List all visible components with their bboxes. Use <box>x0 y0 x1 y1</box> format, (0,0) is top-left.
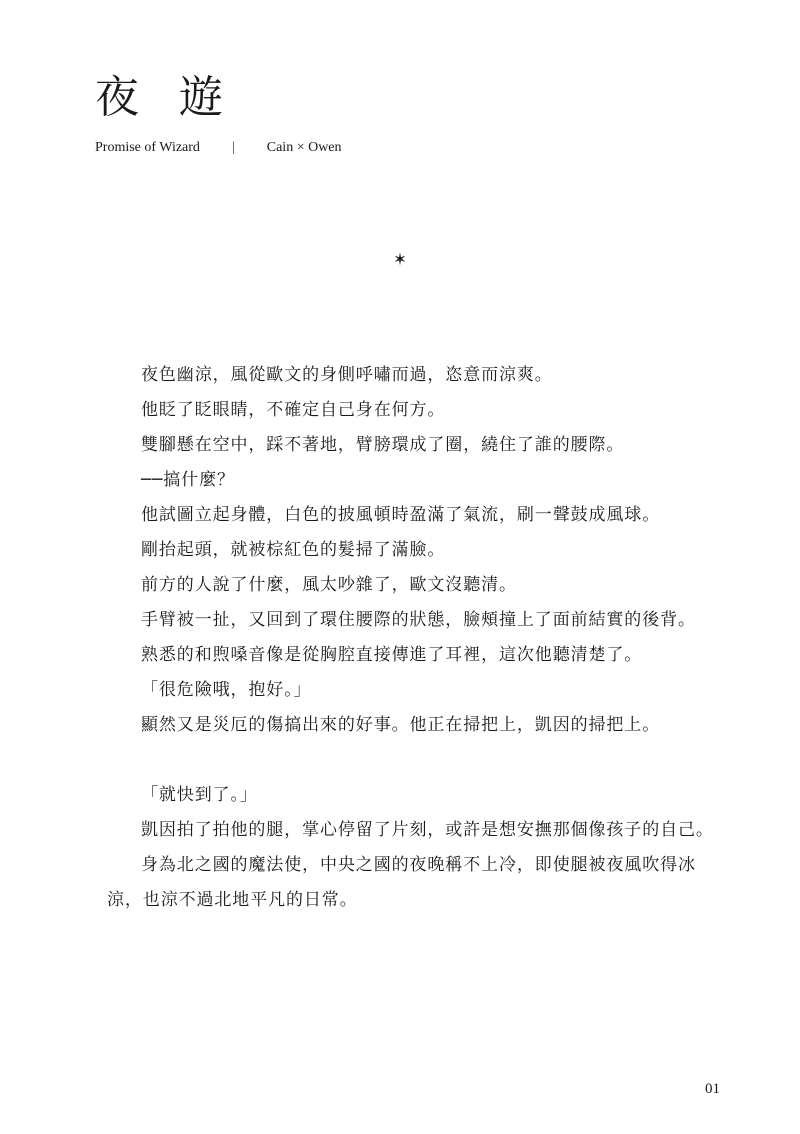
pairing-label: Cain × Owen <box>266 140 342 155</box>
blank-line <box>107 743 719 778</box>
series-name: Promise of Wizard <box>95 140 200 155</box>
paragraph: 「就快到了。」 <box>141 785 258 805</box>
paragraph: 凱因拍了拍他的腿，掌心停留了片刻，或許是想安撫那個像孩子的自己。 <box>141 820 714 840</box>
paragraph: 顯然又是災厄的傷搞出來的好事。他正在掃把上，凱因的掃把上。 <box>141 715 661 735</box>
paragraph: 他試圖立起身體，白色的披風頓時盈滿了氣流，刷一聲鼓成風球。 <box>141 505 661 525</box>
paragraph: 手臂被一扯，又回到了環住腰際的狀態，臉頰撞上了面前結實的後背。 <box>141 610 696 630</box>
section-divider-star-icon: ✶ <box>392 250 408 270</box>
paragraph: 「很危險哦，抱好。」 <box>141 680 312 700</box>
body-text <box>107 358 719 918</box>
paragraph: 夜色幽涼，風從歐文的身側呼嘯而過，恣意而涼爽。 <box>141 365 553 385</box>
paragraph: 剛抬起頭，就被棕紅色的髮掃了滿臉。 <box>141 540 446 560</box>
title-char-1: 夜 <box>95 72 139 123</box>
page-number: 01 <box>705 1081 720 1097</box>
chapter-title <box>95 70 223 126</box>
subtitle <box>95 139 342 157</box>
title-char-2: 遊 <box>179 72 223 123</box>
subtitle-separator: | <box>231 140 235 155</box>
paragraph: 身為北之國的魔法使，中央之國的夜晚稱不上冷，即使腿被夜風吹得冰涼，也涼不過北地平凡的日常。 <box>107 855 696 910</box>
paragraph: ──搞什麼？ <box>141 470 235 490</box>
paragraph: 他眨了眨眼睛，不確定自己身在何方。 <box>141 400 446 420</box>
paragraph: 雙腳懸在空中，踩不著地，臂膀環成了圈，繞住了誰的腰際。 <box>141 435 625 455</box>
paragraph: 熟悉的和煦嗓音像是從胸腔直接傳進了耳裡，這次他聽清楚了。 <box>141 645 643 665</box>
paragraph: 前方的人說了什麼，風太吵雜了，歐文沒聽清。 <box>141 575 517 595</box>
